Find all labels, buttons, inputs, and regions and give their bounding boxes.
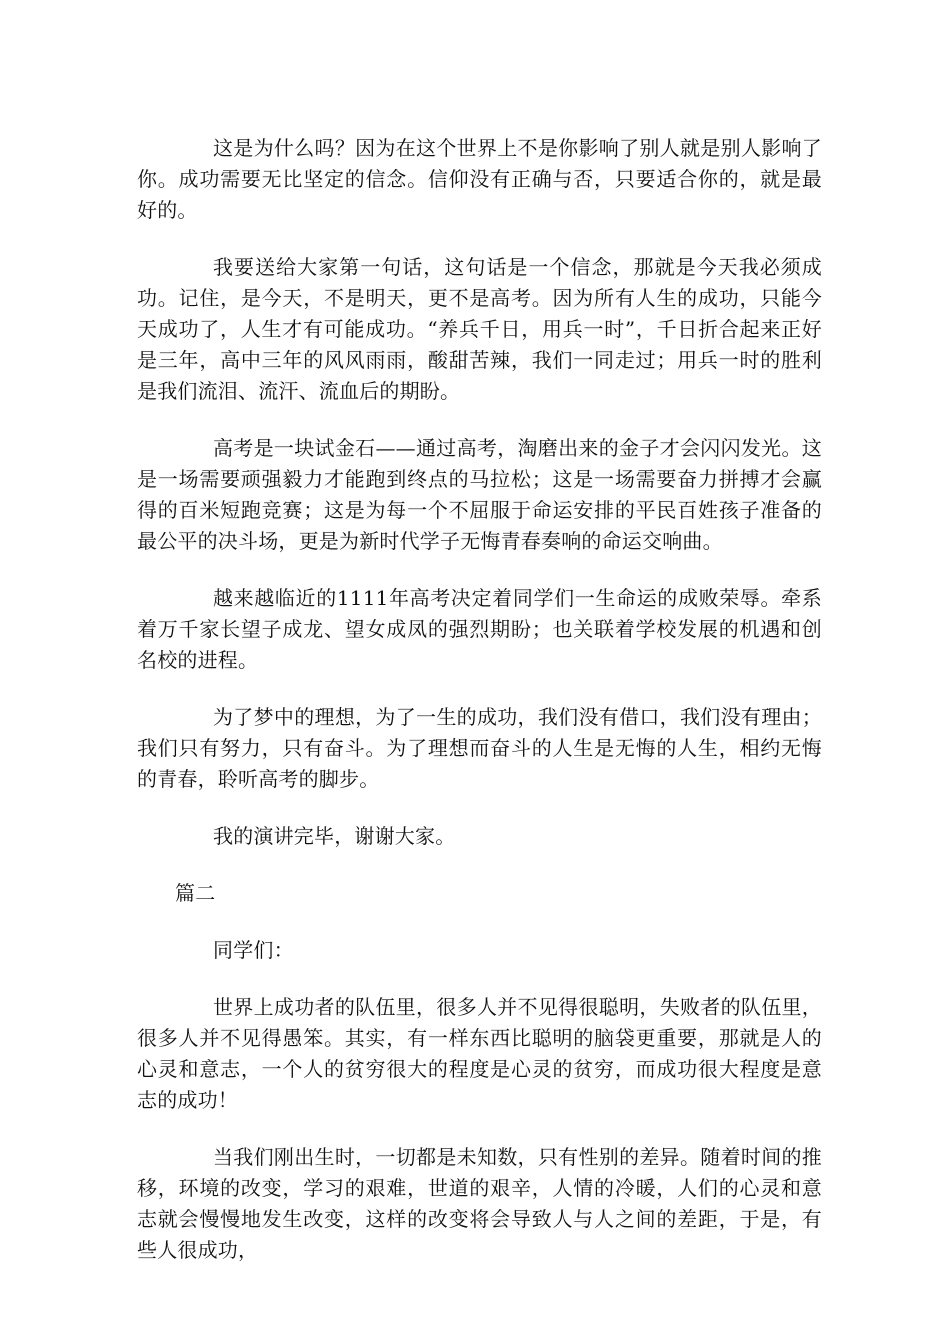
document-page — [137, 133, 822, 1292]
paragraph-touchstone: 高考是一块试金石——通过高考，淘磨出来的金子才会闪闪发光。这是一场需要顽强毅力才能跑到终点的马拉松；这是一场需要奋力拼搏才会赢得的百米短跑竞赛；这是为每一个不屈服于命运安排的平民百姓孩子准备的最公平的决斗场，更是为新时代学子无悔青春奏响的命运交响曲。 — [137, 436, 822, 553]
paragraph-why: 这是为什么吗？因为在这个世界上不是你影响了别人就是别人影响了你。成功需要无比坚定的信念。信仰没有正确与否，只要适合你的，就是最好的。 — [137, 136, 822, 222]
paragraph-exam-approaching: 越来越临近的1111年高考决定着同学们一生命运的成败荣辱。牵系着万千家长望子成龙、望女成凤的强烈期盼；也关联着学校发展的机遇和创名校的进程。 — [137, 586, 822, 672]
paragraph-greeting: 同学们： — [213, 938, 294, 962]
section-heading: 篇二 — [175, 881, 216, 905]
paragraph-first-sentence: 我要送给大家第一句话，这句话是一个信念，那就是今天我必须成功。记住，是今天，不是明天，更不是高考。因为所有人生的成功，只能今天成功了，人生才有可能成功。“养兵千日，用兵一时”，千日折合起来正好是三年，高中三年的风风雨雨，酸甜苦辣，我们一同走过；用兵一时的胜利是我们流泪、流汗、流血后的期盼。 — [137, 255, 822, 403]
paragraph-birth: 当我们刚出生时，一切都是未知数，只有性别的差异。随着时间的推移，环境的改变，学习的艰难，世道的艰辛，人情的冷暖，人们的心灵和意志就会慢慢地发生改变，这样的改变将会导致人与人之间的差距，于是，有些人很成功， — [137, 1145, 822, 1262]
paragraph-closing: 我的演讲完毕，谢谢大家。 — [213, 824, 456, 848]
paragraph-success-will: 世界上成功者的队伍里，很多人并不见得很聪明，失败者的队伍里，很多人并不见得愚笨。其实，有一样东西比聪明的脑袋更重要，那就是人的心灵和意志，一个人的贫穷很大的程度是心灵的贫穷，而成功很大程度是意志的成功！ — [137, 995, 822, 1112]
paragraph-dream: 为了梦中的理想，为了一生的成功，我们没有借口，我们没有理由；我们只有努力，只有奋斗。为了理想而奋斗的人生是无悔的人生，相约无悔的青春，聆听高考的脚步。 — [137, 705, 822, 791]
